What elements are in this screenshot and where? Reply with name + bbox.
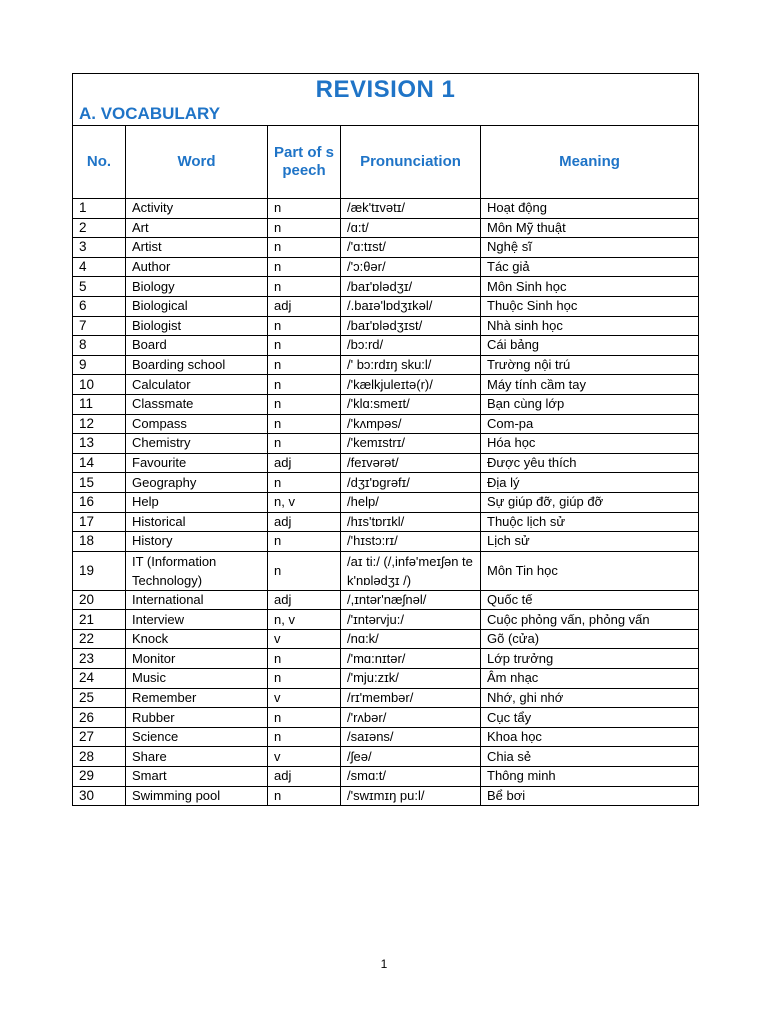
cell-word: Classmate	[126, 394, 268, 414]
cell-part-of-speech: v	[268, 688, 341, 708]
cell-pronunciation: /'ɪntərvju:/	[341, 610, 481, 630]
cell-part-of-speech: adj	[268, 512, 341, 532]
cell-pronunciation: /saɪəns/	[341, 727, 481, 747]
cell-no: 18	[73, 532, 126, 552]
cell-no: 21	[73, 610, 126, 630]
table-body	[73, 199, 699, 806]
cell-meaning: Môn Tin học	[481, 551, 699, 590]
header-pronunciation: Pronunciation	[341, 126, 481, 199]
cell-part-of-speech: n	[268, 708, 341, 728]
cell-meaning: Âm nhạc	[481, 669, 699, 689]
cell-word: Activity	[126, 199, 268, 219]
table-row	[73, 492, 699, 512]
table-row	[73, 238, 699, 258]
cell-word: IT (Information Technology)	[126, 551, 268, 590]
cell-pronunciation: /æk'tɪvətɪ/	[341, 199, 481, 219]
cell-word: Swimming pool	[126, 786, 268, 806]
cell-pronunciation: /baɪ'ɒlədʒɪst/	[341, 316, 481, 336]
cell-pronunciation: /'swɪmɪŋ pu:l/	[341, 786, 481, 806]
cell-no: 26	[73, 708, 126, 728]
table-row	[73, 708, 699, 728]
cell-part-of-speech: n	[268, 257, 341, 277]
cell-word: Historical	[126, 512, 268, 532]
table-row	[73, 394, 699, 414]
cell-meaning: Cuộc phỏng vấn, phỏng vấn	[481, 610, 699, 630]
cell-word: Share	[126, 747, 268, 767]
cell-no: 29	[73, 767, 126, 787]
cell-pronunciation: /'klɑ:smeɪt/	[341, 394, 481, 414]
cell-part-of-speech: n	[268, 669, 341, 689]
cell-pronunciation: /'mju:zɪk/	[341, 669, 481, 689]
cell-meaning: Được yêu thích	[481, 453, 699, 473]
cell-pronunciation: /'hɪstɔ:rɪ/	[341, 532, 481, 552]
table-row	[73, 277, 699, 297]
cell-part-of-speech: adj	[268, 453, 341, 473]
cell-word: International	[126, 590, 268, 610]
cell-no: 4	[73, 257, 126, 277]
table-row	[73, 590, 699, 610]
table-row	[73, 453, 699, 473]
cell-no: 20	[73, 590, 126, 610]
cell-part-of-speech: adj	[268, 296, 341, 316]
table-row	[73, 649, 699, 669]
table-row	[73, 375, 699, 395]
cell-no: 8	[73, 336, 126, 356]
cell-part-of-speech: n	[268, 727, 341, 747]
cell-word: Biological	[126, 296, 268, 316]
cell-no: 13	[73, 434, 126, 454]
cell-no: 15	[73, 473, 126, 493]
table-row	[73, 629, 699, 649]
cell-part-of-speech: n	[268, 375, 341, 395]
cell-meaning: Bạn cùng lớp	[481, 394, 699, 414]
cell-no: 7	[73, 316, 126, 336]
header-part-of-speech: Part of speech	[268, 126, 341, 199]
cell-part-of-speech: n	[268, 414, 341, 434]
cell-pronunciation: /help/	[341, 492, 481, 512]
cell-part-of-speech: adj	[268, 767, 341, 787]
cell-meaning: Thuộc lịch sử	[481, 512, 699, 532]
cell-part-of-speech: n	[268, 394, 341, 414]
cell-part-of-speech: n	[268, 218, 341, 238]
cell-meaning: Tác giả	[481, 257, 699, 277]
cell-word: Artist	[126, 238, 268, 258]
cell-meaning: Lịch sử	[481, 532, 699, 552]
cell-no: 6	[73, 296, 126, 316]
cell-word: Art	[126, 218, 268, 238]
cell-meaning: Sự giúp đỡ, giúp đỡ	[481, 492, 699, 512]
cell-meaning: Khoa học	[481, 727, 699, 747]
cell-pronunciation: /.baɪə'lɒdʒɪkəl/	[341, 296, 481, 316]
cell-meaning: Thông minh	[481, 767, 699, 787]
cell-meaning: Trường nội trú	[481, 355, 699, 375]
table-row	[73, 786, 699, 806]
table-row	[73, 296, 699, 316]
cell-meaning: Cục tẩy	[481, 708, 699, 728]
cell-word: Music	[126, 669, 268, 689]
cell-pronunciation: /' bɔ:rdɪŋ sku:l/	[341, 355, 481, 375]
cell-pronunciation: /feɪvərət/	[341, 453, 481, 473]
cell-meaning: Com-pa	[481, 414, 699, 434]
cell-meaning: Môn Mỹ thuật	[481, 218, 699, 238]
cell-meaning: Môn Sinh học	[481, 277, 699, 297]
table-row	[73, 688, 699, 708]
cell-word: Geography	[126, 473, 268, 493]
cell-part-of-speech: n	[268, 532, 341, 552]
table-row	[73, 336, 699, 356]
cell-no: 28	[73, 747, 126, 767]
cell-no: 27	[73, 727, 126, 747]
cell-word: Calculator	[126, 375, 268, 395]
cell-part-of-speech: adj	[268, 590, 341, 610]
cell-part-of-speech: n	[268, 551, 341, 590]
cell-no: 24	[73, 669, 126, 689]
page-title: REVISION 1	[315, 76, 456, 103]
cell-part-of-speech: n	[268, 316, 341, 336]
cell-meaning: Gõ (cửa)	[481, 629, 699, 649]
table-row	[73, 218, 699, 238]
cell-part-of-speech: n	[268, 277, 341, 297]
cell-part-of-speech: n	[268, 238, 341, 258]
cell-part-of-speech: n	[268, 649, 341, 669]
cell-word: History	[126, 532, 268, 552]
header-word: Word	[126, 126, 268, 199]
table-row	[73, 512, 699, 532]
cell-word: Monitor	[126, 649, 268, 669]
cell-word: Help	[126, 492, 268, 512]
cell-word: Chemistry	[126, 434, 268, 454]
cell-no: 10	[73, 375, 126, 395]
cell-word: Favourite	[126, 453, 268, 473]
cell-pronunciation: /,ɪntər'næʃnəl/	[341, 590, 481, 610]
table-row	[73, 355, 699, 375]
cell-no: 1	[73, 199, 126, 219]
cell-word: Smart	[126, 767, 268, 787]
header-no: No.	[73, 126, 126, 199]
cell-meaning: Nghệ sĩ	[481, 238, 699, 258]
cell-word: Biology	[126, 277, 268, 297]
cell-no: 30	[73, 786, 126, 806]
cell-pronunciation: /bɔ:rd/	[341, 336, 481, 356]
cell-meaning: Hóa học	[481, 434, 699, 454]
cell-pronunciation: /hɪs'tɒrɪkl/	[341, 512, 481, 532]
cell-pronunciation: /smɑ:t/	[341, 767, 481, 787]
cell-pronunciation: /rɪ'membər/	[341, 688, 481, 708]
cell-pronunciation: /baɪ'ɒlədʒɪ/	[341, 277, 481, 297]
table-row	[73, 767, 699, 787]
table-row	[73, 199, 699, 219]
cell-pronunciation: /'kʌmpəs/	[341, 414, 481, 434]
cell-pronunciation: /ʃeə/	[341, 747, 481, 767]
cell-word: Science	[126, 727, 268, 747]
cell-word: Author	[126, 257, 268, 277]
cell-part-of-speech: n, v	[268, 492, 341, 512]
cell-meaning: Chia sẻ	[481, 747, 699, 767]
table-row	[73, 414, 699, 434]
cell-no: 5	[73, 277, 126, 297]
table-row	[73, 532, 699, 552]
cell-pronunciation: /nɑ:k/	[341, 629, 481, 649]
cell-part-of-speech: n	[268, 434, 341, 454]
cell-meaning: Thuộc Sinh học	[481, 296, 699, 316]
cell-pronunciation: /'mɑ:nɪtər/	[341, 649, 481, 669]
table-row	[73, 551, 699, 590]
cell-meaning: Lớp trưởng	[481, 649, 699, 669]
table-row	[73, 473, 699, 493]
cell-part-of-speech: n	[268, 786, 341, 806]
cell-part-of-speech: n	[268, 473, 341, 493]
table-row	[73, 727, 699, 747]
table-row	[73, 434, 699, 454]
cell-meaning: Bể bơi	[481, 786, 699, 806]
cell-meaning: Nhớ, ghi nhớ	[481, 688, 699, 708]
cell-word: Board	[126, 336, 268, 356]
cell-part-of-speech: v	[268, 629, 341, 649]
cell-meaning: Nhà sinh học	[481, 316, 699, 336]
cell-no: 25	[73, 688, 126, 708]
cell-part-of-speech: n	[268, 336, 341, 356]
cell-no: 17	[73, 512, 126, 532]
table-header-row	[73, 126, 699, 199]
cell-part-of-speech: n	[268, 199, 341, 219]
table-row	[73, 257, 699, 277]
cell-word: Biologist	[126, 316, 268, 336]
cell-pronunciation: /'kælkjuleɪtə(r)/	[341, 375, 481, 395]
cell-part-of-speech: n, v	[268, 610, 341, 630]
cell-word: Interview	[126, 610, 268, 630]
section-heading: A. VOCABULARY	[79, 104, 221, 123]
cell-no: 9	[73, 355, 126, 375]
cell-no: 11	[73, 394, 126, 414]
cell-no: 22	[73, 629, 126, 649]
cell-no: 3	[73, 238, 126, 258]
page-number: 1	[380, 957, 388, 971]
cell-pronunciation: /aɪ ti:/ (/,infə'meɪʃən tek'nɒlədʒɪ /)	[341, 551, 481, 590]
cell-meaning: Cái bảng	[481, 336, 699, 356]
cell-word: Knock	[126, 629, 268, 649]
cell-pronunciation: /ɑ:t/	[341, 218, 481, 238]
title-cell	[73, 74, 699, 126]
table-row	[73, 747, 699, 767]
cell-pronunciation: /'ɔ:θər/	[341, 257, 481, 277]
cell-word: Boarding school	[126, 355, 268, 375]
cell-no: 16	[73, 492, 126, 512]
cell-no: 23	[73, 649, 126, 669]
cell-no: 2	[73, 218, 126, 238]
table-row	[73, 610, 699, 630]
cell-no: 12	[73, 414, 126, 434]
table-row	[73, 316, 699, 336]
cell-word: Rubber	[126, 708, 268, 728]
table-row	[73, 669, 699, 689]
cell-part-of-speech: v	[268, 747, 341, 767]
header-meaning: Meaning	[481, 126, 699, 199]
cell-meaning: Quốc tế	[481, 590, 699, 610]
vocabulary-table	[72, 73, 699, 806]
cell-word: Remember	[126, 688, 268, 708]
cell-pronunciation: /dʒɪ'ɒgrəfɪ/	[341, 473, 481, 493]
cell-pronunciation: /'ɑ:tɪst/	[341, 238, 481, 258]
cell-no: 19	[73, 551, 126, 590]
cell-no: 14	[73, 453, 126, 473]
cell-meaning: Máy tính cầm tay	[481, 375, 699, 395]
cell-word: Compass	[126, 414, 268, 434]
cell-meaning: Địa lý	[481, 473, 699, 493]
cell-part-of-speech: n	[268, 355, 341, 375]
cell-pronunciation: /'kemɪstrɪ/	[341, 434, 481, 454]
cell-meaning: Hoạt động	[481, 199, 699, 219]
cell-pronunciation: /'rʌbər/	[341, 708, 481, 728]
